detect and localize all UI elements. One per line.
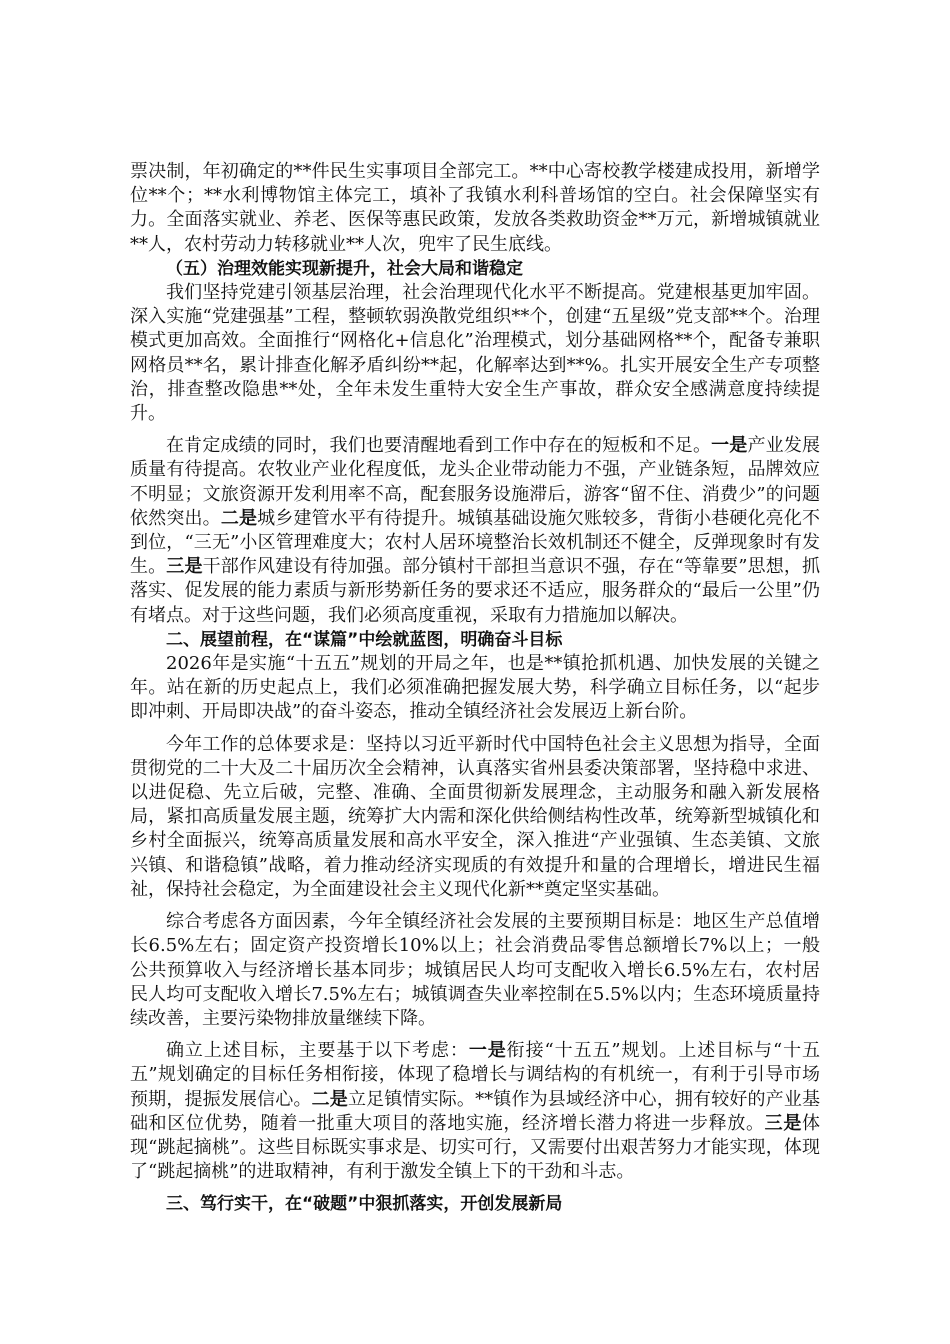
paragraph-governance: 我们坚持党建引领基层治理，社会治理现代化水平不断提高。党建根基更加牢固。深入实施“党建强基”工程，整顿软弱涣散党组织**个，创建“五星级”党支部**个。治理模式更加高效。全面推行“网格化+信息化”治理模式，划分基础网格**个，配备专兼职网格员**名，累计排查化解矛盾纠纷**起，化解率达到**%。扎实开展安全生产专项整治，排查整改隐患**处，全年未发生重特大安全生产事故，群众安全感满意度持续提升。: [130, 282, 820, 425]
text-run: 城乡建管水平有待提升。城镇基础设施欠账较多，背街小巷硬化亮化不到位，“三无”小区管理难度大；农村人居环境整治长效机制还不健全，反弹现象时有发生。: [130, 507, 821, 578]
section-heading-outlook: 二、展望前程，在“谋篇”中绘就蓝图，明确奋斗目标: [166, 629, 563, 650]
paragraph-2026-outlook: 2026年是实施“十五五”规划的开局之年，也是**镇抢抓机遇、加快发展的关键之年。站在新的历史起点上，我们必须准确把握发展大势，科学确立目标任务，以“起步即冲刺、开局即决战”的奋斗姿态，推动全镇经济社会发展迈上新台阶。: [130, 653, 820, 723]
emphasis-first: 一是: [711, 435, 748, 457]
text-run: 干部作风建设有待加强。部分镇村干部担当意识不强，存在“等靠要”思想，抓落实、促发展的能力素质与新形势新任务的要求还不适应，服务群众的“最后一公里”仍有堵点。对于这些问题，我们必须高度重视，采取有力措施加以解决。: [130, 556, 820, 626]
text-run: 衔接“十五五”规划。上述目标与“十五五”规划确定的目标任务相衔接，体现了稳增长与调结构的有机统一，有利于引导市场预期，提振发展信心。: [130, 1040, 821, 1110]
text-run: 确立上述目标，主要基于以下考虑：: [166, 1040, 469, 1062]
paragraph-considerations: [130, 1039, 820, 1184]
paragraph-targets: 综合考虑各方面因素，今年全镇经济社会发展的主要预期目标是：地区生产总值增长6.5%左右；固定资产投资增长10%以上；社会消费品零售总额增长7%以上；一般公共预算收入与经济增长基本同步；城镇居民人均可支配收入增长6.5%左右，农村居民人均可支配收入增长7.5%左右；城镇调查失业率控制在5.5%以内；生态环境质量持续改善，主要污染物排放量继续下降。: [130, 911, 820, 1029]
paragraph-general-requirements: 今年工作的总体要求是：坚持以习近平新时代中国特色社会主义思想为指导，全面贯彻党的二十大及二十届历次全会精神，认真落实省州县委决策部署，坚持稳中求进、以进促稳、先立后破，完整、准确、全面贯彻新发展理念，主动服务和融入新发展格局，紧扣高质量发展主题，统筹扩大内需和深化供给侧结构性改革，统筹新型城镇化和乡村全面振兴，统筹高质量发展和高水平安全，深入推进“产业强镇、生态美镇、文旅兴镇、和谐稳镇”战略，着力推动经济实现质的有效提升和量的合理增长，增进民生福祉，保持社会稳定，为全面建设社会主义现代化新**奠定坚实基础。: [130, 733, 820, 900]
text-run: 产业发展质量有待提高。农牧业产业化程度低，龙头企业带动能力不强，产业链条短，品牌效应不明显；文旅资源开发利用率不高，配套服务设施滞后，游客“留不住、消费少”的问题依然突出。: [130, 435, 820, 529]
text-run: 立足镇情实际。**镇作为县域经济中心，拥有较好的产业基础和区位优势，随着一批重大项目的落地实施，经济增长潜力将进一步释放。: [130, 1088, 821, 1134]
section-heading-governance: （五）治理效能实现新提升，社会大局和谐稳定: [166, 258, 523, 279]
paragraph-shortcomings: [130, 434, 820, 628]
emphasis-second: 二是: [220, 507, 258, 529]
text-run: 体现“跳起摘桃”。这些目标既实事求是、切实可行，又需要付出艰苦努力才能实现，体现了“跳起摘桃”的进取精神，有利于激发全镇上下的干劲和斗志。: [130, 1112, 821, 1183]
paragraph-livelihood: 票决制，年初确定的**件民生实事项目全部完工。**中心寄校教学楼建成投用，新增学位**个；**水利博物馆主体完工，填补了我镇水利科普场馆的空白。社会保障坚实有力。全面落实就业、养老、医保等惠民政策，发放各类救助资金**万元，新增城镇就业**人，农村劳动力转移就业**人次，兜牢了民生底线。: [130, 161, 820, 255]
section-heading-implementation: 三、笃行实干，在“破题”中狠抓落实，开创发展新局: [166, 1194, 563, 1215]
emphasis-first: 一是: [468, 1040, 507, 1062]
emphasis-third: 三是: [764, 1112, 803, 1134]
emphasis-third: 三是: [166, 556, 203, 578]
emphasis-second: 二是: [311, 1088, 348, 1110]
document-body: [130, 160, 820, 1217]
text-run: 在肯定成绩的同时，我们也要清醒地看到工作中存在的短板和不足。: [166, 435, 712, 457]
